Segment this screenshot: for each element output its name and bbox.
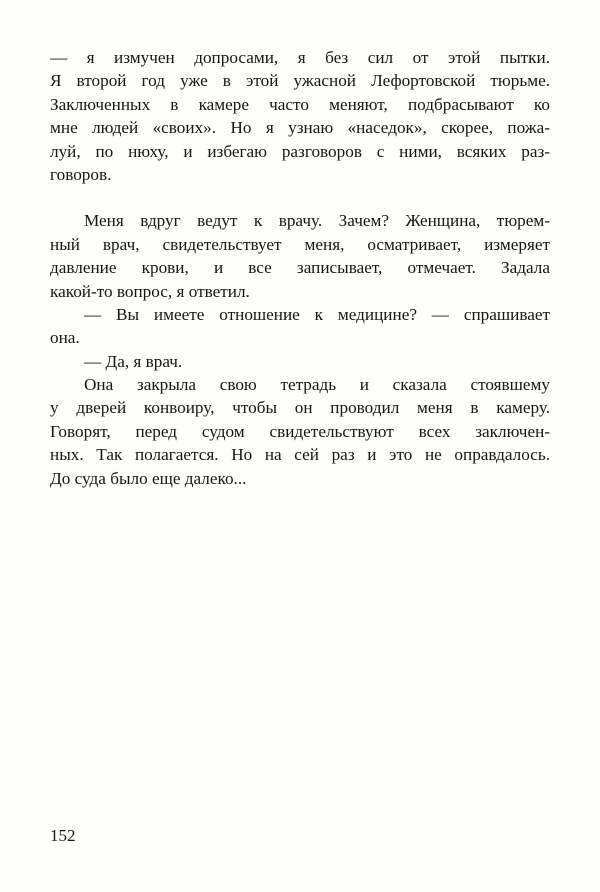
text-line: луй, по нюху, и избегаю разговоров с ними, всяких раз- [50, 141, 550, 161]
text-line: ный врач, свидетельствует меня, осматривает, измеряет [50, 234, 550, 254]
text-line: какой-то вопрос, я ответил. [50, 281, 250, 301]
text-line: Говорят, перед судом свидетельствуют всех заключен- [50, 421, 550, 441]
text-line: Она закрыла свою тетрадь и сказала стоявшему [84, 375, 550, 395]
text-line: Заключенных в камере часто меняют, подбрасывают ко [50, 94, 550, 114]
paragraph-gap [50, 186, 550, 209]
text-line: Меня вдруг ведут к врачу. Зачем? Женщина, тюрем- [84, 211, 550, 231]
text-line: она. [50, 328, 80, 348]
text-line: мне людей «своих». Но я узнаю «наседок», скорее, пожа- [50, 118, 550, 138]
text-line: Я второй год уже в этой ужасной Лефортовской тюрьме. [50, 71, 550, 91]
body-text [50, 46, 550, 490]
text-line: — Вы имеете отношение к медицине? — спрашивает [84, 304, 550, 324]
text-line: — я измучен допросами, я без сил от этой пытки. [50, 48, 550, 67]
page-number: 152 [50, 826, 76, 845]
text-line: говоров. [50, 164, 112, 184]
text-line: у дверей конвоиру, чтобы он проводил меня в камеру. [50, 398, 550, 418]
text-line: До суда было еще далеко... [50, 468, 247, 488]
text-line: — Да, я врач. [84, 351, 183, 371]
text-line: ных. Так полагается. Но на сей раз и это не оправдалось. [50, 445, 550, 465]
text-line: давление крови, и все записывает, отмечает. Задала [50, 258, 550, 278]
